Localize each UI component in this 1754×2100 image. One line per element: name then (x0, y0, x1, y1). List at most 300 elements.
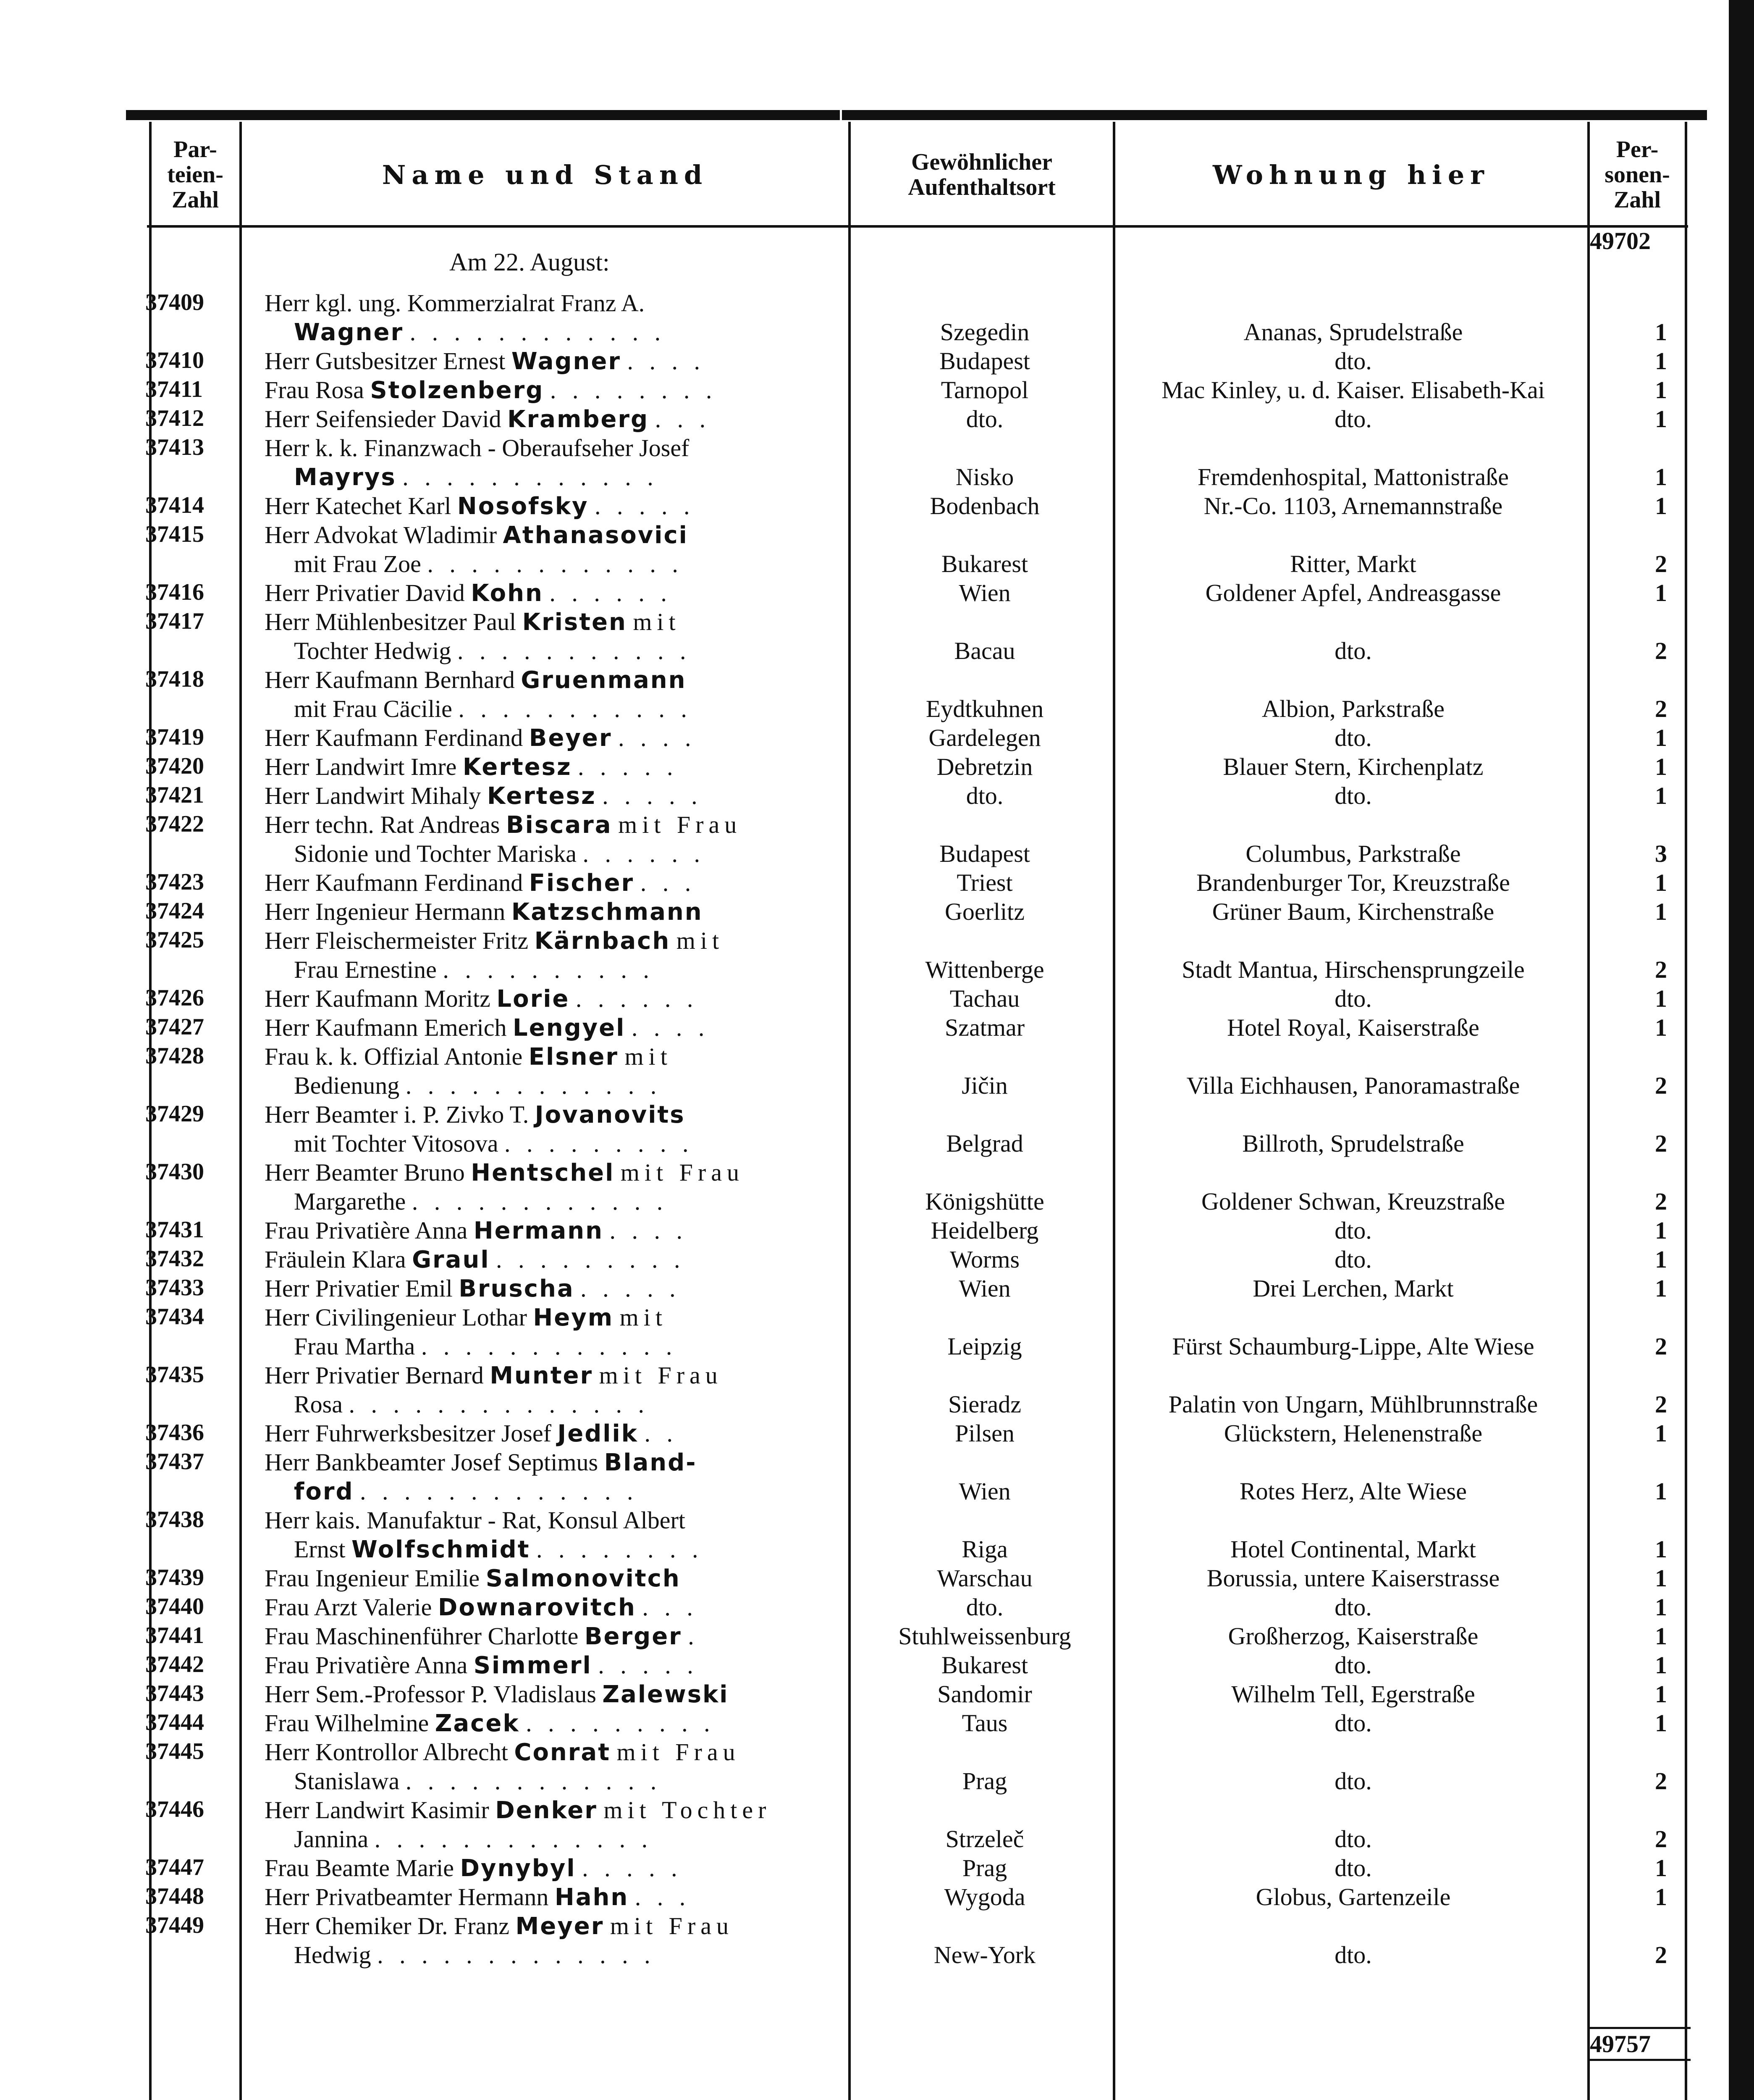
origin-place: Triest (957, 869, 1013, 896)
top-rule-left (126, 110, 840, 120)
party-number: 37436 (145, 1420, 204, 1446)
table-row (0, 984, 1754, 1013)
surname: Hahn (554, 1884, 629, 1911)
party-number: 37424 (145, 898, 204, 924)
name-line-2 (294, 318, 836, 346)
surname: Kramberg (507, 406, 649, 433)
table-row (0, 1651, 1754, 1680)
surname: Stolzenberg (370, 377, 544, 404)
name-text: Herr Kaufmann Ferdinand (265, 869, 523, 896)
leader-text: . . . . (618, 724, 696, 751)
leader-text: . . . . . . . . (550, 376, 717, 404)
party-number: 37444 (145, 1709, 204, 1735)
person-count: 1 (1655, 1622, 1667, 1650)
leader-text: . . . . . . . . . (504, 1130, 694, 1157)
table-row (0, 434, 1754, 492)
party-number: 37431 (145, 1217, 204, 1243)
residence-address: dto. (1335, 724, 1372, 751)
name-line-2 (294, 1941, 836, 1969)
table-row (0, 724, 1754, 753)
leader-text: . . . . . . . . . . . . (412, 1188, 668, 1215)
residence-address: Palatin von Ungarn, Mühlbrunnstraße (1168, 1391, 1538, 1418)
table-row (0, 782, 1754, 811)
surname: Zacek (435, 1710, 520, 1737)
person-count: 2 (1655, 1767, 1667, 1795)
origin-place: Tachau (949, 985, 1020, 1012)
table-row (0, 1622, 1754, 1651)
surname: Nosofsky (457, 493, 589, 520)
name-text: Tochter Hedwig (294, 637, 451, 664)
name-text: Frau Ernestine (294, 956, 437, 983)
name-text: Frau Rosa (265, 376, 364, 404)
name-text: Herr Landwirt Mihaly (265, 782, 481, 809)
table-row (0, 1042, 1754, 1100)
residence-address: Hotel Royal, Kaiserstraße (1227, 1014, 1479, 1041)
residence-address: Hotel Continental, Markt (1230, 1536, 1476, 1563)
name-line-1 (265, 724, 836, 752)
table-row (0, 1361, 1754, 1419)
name-text: Herr Kontrollor Albrecht (265, 1738, 508, 1766)
table-row (0, 1680, 1754, 1709)
residence-address: Billroth, Sprudelstraße (1242, 1130, 1464, 1157)
name-line-1 (265, 984, 836, 1013)
residence-address: dto. (1335, 1709, 1372, 1737)
surname: Kristen (522, 609, 627, 636)
surname: Fischer (529, 869, 634, 897)
name-line-1 (265, 1274, 836, 1302)
name-text: Herr k. k. Finanzwach - Oberaufseher Josef (265, 434, 690, 462)
party-number: 37423 (145, 869, 204, 895)
party-number: 37427 (145, 1014, 204, 1040)
name-line-2 (294, 1477, 836, 1505)
origin-place: Gardelegen (928, 724, 1041, 751)
origin-place: Wien (959, 1478, 1011, 1505)
person-count: 2 (1655, 695, 1667, 722)
surname: Jovanovits (535, 1101, 685, 1129)
table-row (0, 608, 1754, 666)
leader-text: . . . . . . . . . . . . (421, 1333, 677, 1360)
party-number: 37437 (145, 1449, 204, 1475)
name-text: Herr Seifensieder David (265, 405, 501, 433)
leader-text: mit Frau (599, 1362, 723, 1389)
table-row (0, 898, 1754, 927)
residence-address: Glückstern, Helenenstraße (1224, 1420, 1483, 1447)
name-line-1 (265, 1158, 836, 1186)
person-count: 2 (1655, 1333, 1667, 1360)
leader-text: mit Frau (620, 1159, 744, 1186)
person-count: 2 (1655, 956, 1667, 983)
name-line-2 (294, 840, 836, 868)
party-number: 37413 (145, 434, 204, 460)
residence-address: dto. (1335, 347, 1372, 375)
surname: Kärnbach (534, 927, 671, 955)
table-row (0, 492, 1754, 521)
table-row (0, 347, 1754, 376)
table-row (0, 1506, 1754, 1564)
surname: Downarovitch (438, 1594, 636, 1621)
leader-text: mit Tochter (603, 1796, 771, 1824)
surname: Beyer (529, 724, 612, 752)
name-line-1 (265, 492, 836, 520)
name-line-1 (265, 405, 836, 433)
origin-place: Sieradz (948, 1391, 1021, 1418)
name-line-2 (294, 637, 836, 665)
person-count: 1 (1655, 579, 1667, 606)
residence-address: Columbus, Parkstraße (1245, 840, 1461, 867)
person-count: 1 (1655, 376, 1667, 404)
table-row (0, 1593, 1754, 1622)
origin-place: Leipzig (947, 1333, 1022, 1360)
name-line-1 (265, 521, 836, 549)
name-line-1 (265, 1100, 836, 1129)
surname: Munter (490, 1362, 593, 1389)
name-line-1 (265, 1709, 836, 1737)
table-row (0, 1448, 1754, 1506)
name-line-1 (265, 1883, 836, 1911)
name-text: Frau Privatière Anna (265, 1217, 468, 1244)
name-line-1 (265, 811, 836, 839)
name-text: Herr Landwirt Kasimir (265, 1796, 489, 1824)
party-number: 37435 (145, 1362, 204, 1388)
residence-address: Albion, Parkstraße (1262, 695, 1445, 722)
name-line-1 (265, 666, 836, 694)
surname: Katzschmann (511, 898, 703, 926)
name-text: Jannina (294, 1825, 369, 1853)
name-line-2 (294, 956, 836, 984)
name-line-1 (265, 782, 836, 810)
party-number: 37440 (145, 1593, 204, 1620)
name-line-1 (265, 1245, 836, 1273)
name-text: Fräulein Klara (265, 1246, 406, 1273)
name-line-1 (265, 434, 836, 462)
name-text: mit Frau Zoe (294, 550, 421, 578)
person-count: 1 (1655, 463, 1667, 491)
leader-text: . . . . . (595, 492, 695, 520)
origin-place: Debretzin (936, 753, 1033, 780)
name-text: Herr Mühlenbesitzer Paul (265, 608, 516, 635)
origin-place: Riga (962, 1536, 1008, 1563)
origin-place: Budapest (939, 840, 1030, 867)
leader-text: mit (676, 927, 724, 954)
party-number: 37447 (145, 1854, 204, 1880)
person-count: 2 (1655, 1825, 1667, 1853)
table-row (0, 1100, 1754, 1158)
surname: Meyer (515, 1913, 604, 1940)
table-row (0, 666, 1754, 724)
leader-text: . . . . . . . . . . . (457, 637, 691, 664)
residence-address: Goldener Schwan, Kreuzstraße (1201, 1188, 1505, 1215)
name-line-2 (294, 1071, 836, 1100)
table-row (0, 1419, 1754, 1448)
residence-address: dto. (1335, 1941, 1372, 1969)
leader-text: . . . . . (602, 782, 703, 809)
name-line-1 (265, 898, 836, 926)
name-text: Ernst (294, 1536, 346, 1563)
name-line-2 (294, 1767, 836, 1795)
leader-text: . . . (634, 1883, 691, 1911)
party-number: 37421 (145, 782, 204, 808)
origin-place: Wien (959, 579, 1011, 606)
person-count: 1 (1655, 753, 1667, 780)
name-text: Herr Sem.-Professor P. Vladislaus (265, 1680, 596, 1708)
table-row (0, 1912, 1754, 1970)
residence-address: Goldener Apfel, Andreasgasse (1205, 579, 1501, 606)
residence-address: Ananas, Sprudelstraße (1243, 318, 1463, 346)
surname: Wolfschmidt (351, 1536, 530, 1563)
name-line-1 (265, 1361, 836, 1389)
top-rule-right (842, 110, 1707, 120)
person-count: 1 (1655, 1564, 1667, 1592)
origin-place: Bukarest (941, 550, 1028, 578)
origin-place: Bukarest (941, 1651, 1028, 1679)
surname: Berger (584, 1623, 682, 1650)
table-row (0, 1796, 1754, 1854)
header-rule (147, 225, 1688, 228)
name-line-1 (265, 1912, 836, 1940)
name-line-1 (265, 1216, 836, 1244)
origin-place: Tarnopol (941, 376, 1029, 404)
name-text: Frau Arzt Valerie (265, 1593, 432, 1621)
table-row (0, 579, 1754, 608)
name-line-2 (294, 1825, 836, 1853)
party-number: 37412 (145, 405, 204, 431)
table-row (0, 1216, 1754, 1245)
name-line-2 (294, 463, 836, 491)
origin-place: Worms (949, 1246, 1020, 1273)
person-count: 2 (1655, 637, 1667, 664)
table-row (0, 1738, 1754, 1796)
person-count: 1 (1655, 1536, 1667, 1563)
surname: Salmonovitch (485, 1565, 681, 1592)
leader-text: mit Frau (616, 1738, 740, 1766)
origin-place: Pilsen (955, 1420, 1015, 1447)
party-number: 37410 (145, 347, 204, 373)
leader-text: . . . . . . . . . . . . (405, 1767, 662, 1795)
name-line-2 (294, 1390, 836, 1418)
surname: Heym (533, 1304, 614, 1331)
leader-text: . . . . (631, 1014, 710, 1041)
person-count: 2 (1655, 1941, 1667, 1969)
leader-text: . . . (642, 1593, 698, 1621)
leader-text: . . . . . (578, 753, 678, 780)
origin-place: Wygoda (944, 1883, 1025, 1911)
person-count: 1 (1655, 724, 1667, 751)
leader-text: . . . . . (598, 1651, 698, 1679)
surname: Gruenmann (521, 667, 687, 694)
person-count: 1 (1655, 898, 1667, 925)
name-line-1 (265, 1651, 836, 1679)
leader-text: mit (619, 1304, 667, 1331)
name-line-1 (265, 1419, 836, 1447)
person-count: 1 (1655, 1883, 1667, 1911)
origin-place: Jičin (962, 1072, 1008, 1099)
residence-address: Borussia, untere Kaiserstrasse (1206, 1564, 1500, 1592)
name-text: Herr Privatier Bernard (265, 1362, 484, 1389)
origin-place: Budapest (939, 347, 1030, 375)
surname: Kohn (471, 580, 543, 607)
surname: Wagner (294, 319, 404, 346)
leader-text: . . . . . . . . . . . . (427, 550, 683, 578)
name-text: Herr Landwirt Imre (265, 753, 457, 780)
origin-place: dto. (966, 1593, 1004, 1621)
party-number: 37417 (145, 608, 204, 634)
person-count: 1 (1655, 1651, 1667, 1679)
name-text: Herr Kaufmann Moritz (265, 985, 490, 1012)
residence-address: Fürst Schaumburg-Lippe, Alte Wiese (1172, 1333, 1534, 1360)
table-row (0, 1854, 1754, 1883)
person-count: 2 (1655, 1072, 1667, 1099)
person-count: 1 (1655, 1275, 1667, 1302)
person-count: 1 (1655, 1420, 1667, 1447)
table-row (0, 1709, 1754, 1738)
party-number: 37432 (145, 1246, 204, 1272)
residence-address: Drei Lerchen, Markt (1253, 1275, 1454, 1302)
name-text: Herr Beamter i. P. Zivko T. (265, 1101, 529, 1128)
leader-text: . . . . . . . . . . . . (405, 1072, 662, 1099)
name-line-1 (265, 1448, 836, 1476)
surname: Athanasovici (503, 522, 688, 549)
origin-place: Taus (962, 1709, 1008, 1737)
leader-text: mit Frau (618, 811, 742, 838)
party-number: 37448 (145, 1883, 204, 1909)
name-line-2 (294, 1332, 836, 1360)
residence-address: Globus, Gartenzeile (1256, 1883, 1451, 1911)
origin-place: Wien (959, 1275, 1011, 1302)
surname: Denker (495, 1797, 598, 1824)
table-row (0, 376, 1754, 405)
party-number: 37414 (145, 492, 204, 518)
surname: Hermann (473, 1217, 604, 1244)
residence-address: dto. (1335, 1217, 1372, 1244)
leader-text: . . . (655, 405, 711, 433)
name-text: Herr Kaufmann Ferdinand (265, 724, 523, 751)
residence-address: Fremdenhospital, Mattonistraße (1198, 463, 1509, 491)
party-number: 37428 (145, 1043, 204, 1069)
person-count: 1 (1655, 492, 1667, 520)
origin-place: dto. (966, 782, 1004, 809)
leader-text: . . . . . . . . . (496, 1246, 685, 1273)
origin-place: Eydtkuhnen (926, 695, 1044, 722)
residence-address: dto. (1335, 637, 1372, 664)
residence-address: dto. (1335, 1854, 1372, 1882)
party-number: 37419 (145, 724, 204, 750)
party-number: 37409 (145, 289, 204, 315)
origin-place: Prag (962, 1767, 1007, 1795)
person-count: 1 (1655, 985, 1667, 1012)
table-row (0, 1158, 1754, 1216)
party-number: 37425 (145, 927, 204, 953)
leader-text: . (688, 1622, 699, 1650)
name-line-1 (265, 1593, 836, 1621)
table-row (0, 869, 1754, 898)
residence-address: dto. (1335, 405, 1372, 433)
surname: Zalewski (602, 1681, 729, 1708)
name-text: Herr Katechet Karl (265, 492, 451, 520)
table-row (0, 1274, 1754, 1303)
party-number: 37438 (145, 1507, 204, 1533)
origin-place: Belgrad (946, 1130, 1023, 1157)
table-row (0, 521, 1754, 579)
person-count: 2 (1655, 1391, 1667, 1418)
person-count: 1 (1655, 869, 1667, 896)
party-number: 37433 (145, 1275, 204, 1301)
surname: Kertesz (462, 753, 572, 781)
leader-text: . . . . . . . . . . . . . (377, 1941, 655, 1969)
origin-place: Szatmar (944, 1014, 1025, 1041)
party-number: 37426 (145, 985, 204, 1011)
person-count: 1 (1655, 1709, 1667, 1737)
residence-address: Nr.-Co. 1103, Arnemannstraße (1203, 492, 1503, 520)
name-line-2 (294, 1187, 836, 1215)
residence-address: Stadt Mantua, Hirschensprungzeile (1182, 956, 1525, 983)
name-line-1 (265, 753, 836, 781)
surname: Lorie (496, 985, 570, 1013)
name-text: Herr Ingenieur Hermann (265, 898, 506, 925)
name-text: Frau Ingenieur Emilie (265, 1564, 480, 1592)
leader-text: . . . . . . . . (536, 1536, 703, 1563)
surname: Biscara (506, 811, 612, 839)
party-number: 37430 (145, 1159, 204, 1185)
surname: Simmerl (473, 1652, 592, 1679)
person-count: 1 (1655, 1854, 1667, 1882)
name-text: Frau Beamte Marie (265, 1854, 454, 1882)
name-text: Stanislawa (294, 1767, 400, 1795)
table-row (0, 753, 1754, 782)
table-row (0, 1013, 1754, 1042)
name-text: Hedwig (294, 1941, 371, 1969)
leader-text: mit Frau (610, 1912, 734, 1940)
origin-place: Heidelberg (931, 1217, 1039, 1244)
name-text: Herr Privatier David (265, 579, 465, 606)
surname: Elsner (528, 1043, 619, 1071)
residence-address: dto. (1335, 1246, 1372, 1273)
surname: Bland- (604, 1449, 697, 1476)
name-text: Herr Bankbeamter Josef Septimus (265, 1449, 598, 1476)
name-text: mit Frau Cäcilie (294, 695, 452, 722)
residence-address: Großherzog, Kaiserstraße (1228, 1622, 1479, 1650)
origin-place: Nisko (955, 463, 1014, 491)
party-number: 37443 (145, 1680, 204, 1706)
name-text: Frau Martha (294, 1333, 415, 1360)
name-text: Herr Fleischermeister Fritz (265, 927, 529, 954)
surname: Dynybyl (460, 1855, 576, 1882)
name-line-2 (294, 550, 836, 578)
name-line-1 (265, 347, 836, 375)
name-text: Herr Advokat Wladimir (265, 521, 497, 549)
person-count: 3 (1655, 840, 1667, 867)
person-count: 1 (1655, 782, 1667, 809)
name-text: Frau k. k. Offizial Antonie (265, 1043, 523, 1070)
person-count: 1 (1655, 1593, 1667, 1621)
person-count: 2 (1655, 1130, 1667, 1157)
residence-address: Ritter, Markt (1290, 550, 1416, 578)
name-line-1 (265, 1738, 836, 1766)
party-number: 37411 (145, 376, 203, 402)
header-residence: Wohnung hier (1213, 159, 1490, 190)
name-line-1 (265, 1680, 836, 1708)
name-line-1 (265, 1303, 836, 1331)
party-number: 37439 (145, 1564, 204, 1591)
party-number: 37449 (145, 1912, 204, 1938)
residence-address: Brandenburger Tor, Kreuzstraße (1196, 869, 1510, 896)
leader-text: . . . . . . (549, 579, 672, 606)
origin-place: Sandomir (937, 1680, 1032, 1708)
surname: Mayrys (294, 464, 396, 491)
person-count: 1 (1655, 405, 1667, 433)
surname: ford (294, 1478, 354, 1505)
name-line-2 (294, 1535, 836, 1563)
name-text: Herr Kaufmann Emerich (265, 1014, 507, 1041)
